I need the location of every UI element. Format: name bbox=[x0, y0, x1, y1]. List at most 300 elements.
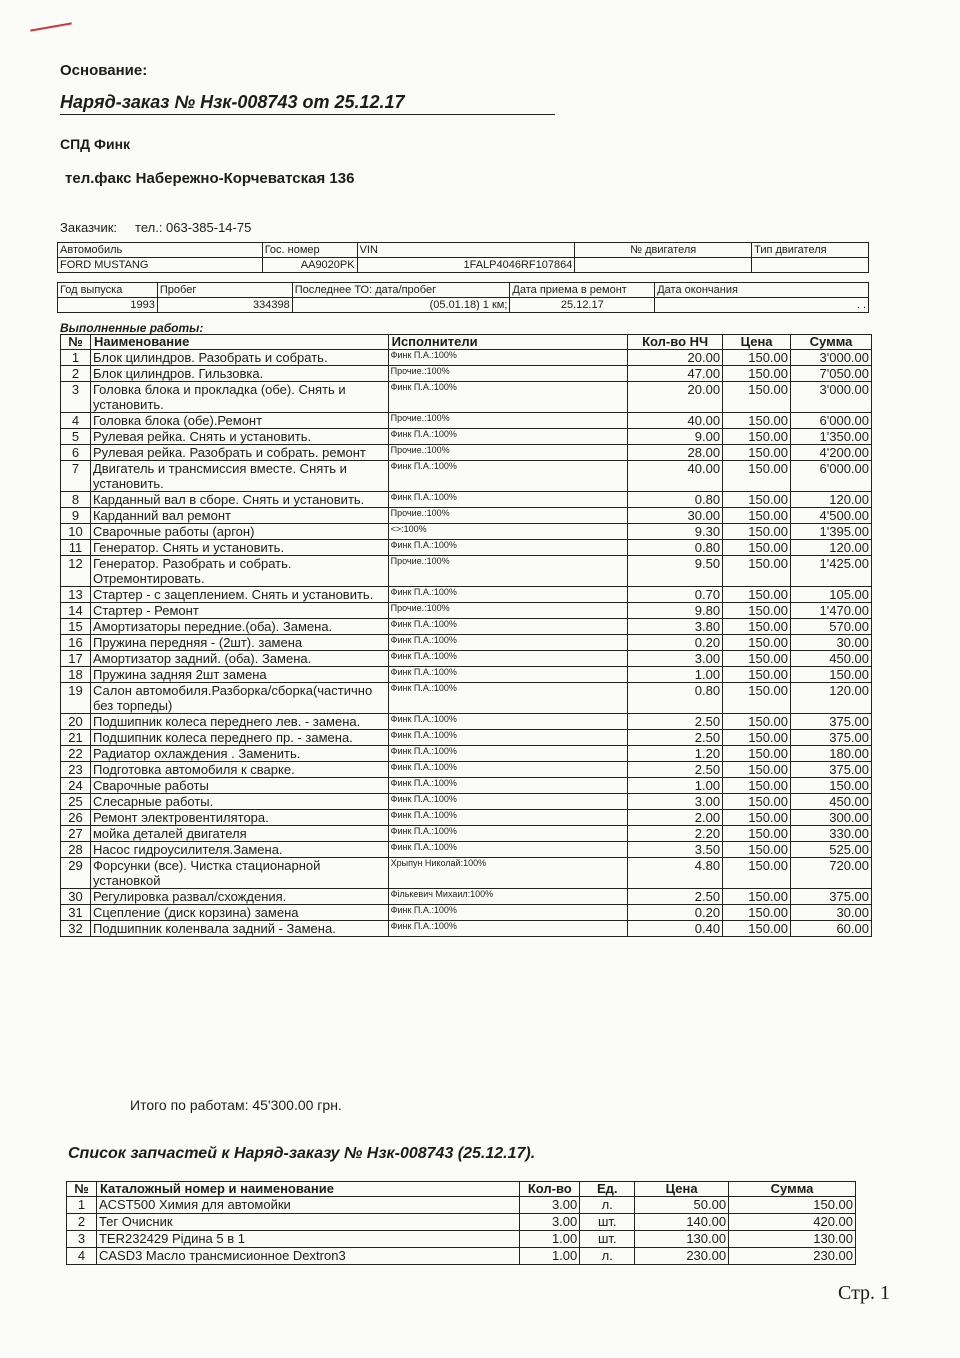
works-cell-price: 150.00 bbox=[723, 810, 791, 826]
works-cell-executor: Финк П.А.:100% bbox=[388, 746, 628, 762]
parts-cell-name: TER232429 Рідина 5 в 1 bbox=[96, 1231, 519, 1248]
works-cell-sum: 450.00 bbox=[791, 651, 872, 667]
works-table bbox=[60, 334, 872, 937]
parts-cell-qty: 1.00 bbox=[520, 1231, 580, 1248]
works-cell-sum: 150.00 bbox=[791, 778, 872, 794]
year-value: 1993 bbox=[58, 298, 158, 313]
parts-cell-qty: 3.00 bbox=[520, 1197, 580, 1214]
parts-cell-price: 130.00 bbox=[635, 1231, 729, 1248]
mileage-value: 334398 bbox=[157, 298, 292, 313]
parts-cell-price: 140.00 bbox=[635, 1214, 729, 1231]
parts-cell-number: 4 bbox=[67, 1248, 97, 1265]
works-cell-number: 18 bbox=[61, 667, 91, 683]
works-row bbox=[61, 540, 872, 556]
works-cell-price: 150.00 bbox=[723, 619, 791, 635]
works-cell-name: Подшипник колеса переднего пр. - замена. bbox=[90, 730, 388, 746]
works-cell-name: Сцепление (диск корзина) замена bbox=[90, 905, 388, 921]
works-cell-sum: 180.00 bbox=[791, 746, 872, 762]
works-row bbox=[61, 714, 872, 730]
works-cell-hours: 0.20 bbox=[628, 635, 723, 651]
works-cell-executor: Финк П.А.:100% bbox=[388, 683, 628, 714]
works-cell-sum: 6'000.00 bbox=[791, 461, 872, 492]
works-cell-number: 1 bbox=[61, 350, 91, 366]
parts-col-qty: Кол-во bbox=[520, 1182, 580, 1197]
works-cell-name: Генератор. Разобрать и собрать. Отремонтировать. bbox=[90, 556, 388, 587]
works-cell-number: 25 bbox=[61, 794, 91, 810]
company-name: СПД Финк bbox=[60, 136, 131, 152]
works-cell-number: 6 bbox=[61, 445, 91, 461]
works-cell-sum: 3'000.00 bbox=[791, 350, 872, 366]
works-cell-hours: 2.50 bbox=[628, 730, 723, 746]
works-cell-number: 5 bbox=[61, 429, 91, 445]
works-cell-hours: 3.50 bbox=[628, 842, 723, 858]
works-cell-executor: Финк П.А.:100% bbox=[388, 762, 628, 778]
year-label: Год выпуска bbox=[58, 283, 158, 298]
works-cell-hours: 20.00 bbox=[628, 382, 723, 413]
works-row bbox=[61, 492, 872, 508]
works-cell-price: 150.00 bbox=[723, 524, 791, 540]
works-cell-number: 32 bbox=[61, 921, 91, 937]
parts-col-sum: Сумма bbox=[729, 1182, 856, 1197]
basis-label: Основание: bbox=[60, 62, 148, 79]
works-cell-price: 150.00 bbox=[723, 842, 791, 858]
works-cell-name: Головка блока и прокладка (обе). Снять и установить. bbox=[90, 382, 388, 413]
col-number: № bbox=[61, 335, 91, 350]
parts-cell-sum: 230.00 bbox=[729, 1248, 856, 1265]
works-cell-price: 150.00 bbox=[723, 540, 791, 556]
works-cell-name: Пружина задняя 2шт замена bbox=[90, 667, 388, 683]
works-cell-name: Насос гидроусилителя.Замена. bbox=[90, 842, 388, 858]
plate-label: Гос. номер bbox=[262, 243, 357, 258]
works-cell-price: 150.00 bbox=[723, 587, 791, 603]
works-cell-hours: 2.20 bbox=[628, 826, 723, 842]
works-cell-price: 150.00 bbox=[723, 350, 791, 366]
works-cell-sum: 120.00 bbox=[791, 492, 872, 508]
page-number: Стр. 1 bbox=[838, 1282, 891, 1304]
works-cell-hours: 40.00 bbox=[628, 461, 723, 492]
parts-col-number: № bbox=[67, 1182, 97, 1197]
works-cell-sum: 1'395.00 bbox=[791, 524, 872, 540]
works-cell-price: 150.00 bbox=[723, 635, 791, 651]
works-cell-executor: Финк П.А.:100% bbox=[388, 905, 628, 921]
finished-label: Дата окончания bbox=[655, 283, 869, 298]
works-cell-price: 150.00 bbox=[723, 413, 791, 429]
works-cell-executor: Финк П.А.:100% bbox=[388, 730, 628, 746]
works-row bbox=[61, 921, 872, 937]
mileage-label: Пробег bbox=[157, 283, 292, 298]
works-cell-executor: Фількевич Михаил:100% bbox=[388, 889, 628, 905]
works-cell-sum: 150.00 bbox=[791, 667, 872, 683]
works-cell-number: 31 bbox=[61, 905, 91, 921]
works-cell-name: Стартер - Ремонт bbox=[90, 603, 388, 619]
works-cell-hours: 9.50 bbox=[628, 556, 723, 587]
works-cell-executor: Финк П.А.:100% bbox=[388, 540, 628, 556]
works-cell-name: Рулевая рейка. Снять и установить. bbox=[90, 429, 388, 445]
parts-cell-qty: 1.00 bbox=[520, 1248, 580, 1265]
works-cell-executor: Финк П.А.:100% bbox=[388, 810, 628, 826]
works-cell-number: 9 bbox=[61, 508, 91, 524]
works-cell-sum: 30.00 bbox=[791, 905, 872, 921]
works-cell-executor: Финк П.А.:100% bbox=[388, 921, 628, 937]
works-cell-name: Стартер - с зацеплением. Снять и установить. bbox=[90, 587, 388, 603]
works-cell-name: Подшипник колеса переднего лев. - замена. bbox=[90, 714, 388, 730]
parts-cell-unit: л. bbox=[580, 1197, 635, 1214]
works-cell-sum: 375.00 bbox=[791, 714, 872, 730]
works-cell-executor: Финк П.А.:100% bbox=[388, 382, 628, 413]
engine-type-value bbox=[752, 258, 869, 273]
works-cell-executor: Хрыпун Николай:100% bbox=[388, 858, 628, 889]
works-cell-executor: Прочие.:100% bbox=[388, 366, 628, 382]
works-cell-name: Амортизаторы передние.(оба). Замена. bbox=[90, 619, 388, 635]
works-row bbox=[61, 413, 872, 429]
works-cell-hours: 1.20 bbox=[628, 746, 723, 762]
works-cell-number: 19 bbox=[61, 683, 91, 714]
works-cell-number: 15 bbox=[61, 619, 91, 635]
works-cell-price: 150.00 bbox=[723, 683, 791, 714]
works-cell-number: 24 bbox=[61, 778, 91, 794]
col-name: Наименование bbox=[90, 335, 388, 350]
works-cell-sum: 120.00 bbox=[791, 683, 872, 714]
company-contact: тел.факс Набережно-Корчеватская 136 bbox=[65, 170, 355, 187]
works-cell-price: 150.00 bbox=[723, 746, 791, 762]
works-cell-executor: Финк П.А.:100% bbox=[388, 826, 628, 842]
finished-value: . . bbox=[655, 298, 869, 313]
works-cell-sum: 4'500.00 bbox=[791, 508, 872, 524]
works-cell-executor: Финк П.А.:100% bbox=[388, 651, 628, 667]
works-cell-hours: 47.00 bbox=[628, 366, 723, 382]
works-cell-hours: 4.80 bbox=[628, 858, 723, 889]
works-cell-name: Карданный вал в сборе. Снять и установить. bbox=[90, 492, 388, 508]
works-cell-hours: 2.50 bbox=[628, 889, 723, 905]
works-cell-number: 10 bbox=[61, 524, 91, 540]
works-cell-price: 150.00 bbox=[723, 905, 791, 921]
works-row bbox=[61, 810, 872, 826]
works-cell-name: Салон автомобиля.Разборка/сборка(частично без торпеды) bbox=[90, 683, 388, 714]
parts-cell-sum: 150.00 bbox=[729, 1197, 856, 1214]
works-row bbox=[61, 366, 872, 382]
works-cell-sum: 60.00 bbox=[791, 921, 872, 937]
works-cell-number: 21 bbox=[61, 730, 91, 746]
works-cell-executor: Прочие.:100% bbox=[388, 445, 628, 461]
works-cell-name: Слесарные работы. bbox=[90, 794, 388, 810]
works-cell-executor: Прочие.:100% bbox=[388, 508, 628, 524]
works-cell-price: 150.00 bbox=[723, 889, 791, 905]
works-row bbox=[61, 445, 872, 461]
parts-cell-sum: 130.00 bbox=[729, 1231, 856, 1248]
parts-cell-price: 50.00 bbox=[635, 1197, 729, 1214]
parts-row bbox=[67, 1214, 856, 1231]
works-cell-hours: 40.00 bbox=[628, 413, 723, 429]
works-cell-name: мойка деталей двигателя bbox=[90, 826, 388, 842]
works-row bbox=[61, 524, 872, 540]
works-cell-name: Двигатель и трансмиссия вместе. Снять и установить. bbox=[90, 461, 388, 492]
works-row bbox=[61, 826, 872, 842]
vehicle-info-table bbox=[57, 242, 869, 273]
works-cell-hours: 0.70 bbox=[628, 587, 723, 603]
works-cell-price: 150.00 bbox=[723, 858, 791, 889]
works-row bbox=[61, 508, 872, 524]
works-cell-sum: 1'470.00 bbox=[791, 603, 872, 619]
works-cell-sum: 375.00 bbox=[791, 730, 872, 746]
parts-table bbox=[66, 1181, 856, 1265]
last-service-value: (05.01.18) 1 км; bbox=[292, 298, 510, 313]
works-cell-executor: Прочие.:100% bbox=[388, 556, 628, 587]
works-cell-name: Форсунки (все). Чистка стационарной установкой bbox=[90, 858, 388, 889]
works-cell-sum: 720.00 bbox=[791, 858, 872, 889]
works-cell-name: Подшипник коленвала задний - Замена. bbox=[90, 921, 388, 937]
works-row bbox=[61, 858, 872, 889]
works-cell-price: 150.00 bbox=[723, 651, 791, 667]
works-cell-hours: 3.00 bbox=[628, 651, 723, 667]
parts-cell-unit: шт. bbox=[580, 1214, 635, 1231]
vin-label: VIN bbox=[357, 243, 575, 258]
parts-cell-qty: 3.00 bbox=[520, 1214, 580, 1231]
works-cell-number: 23 bbox=[61, 762, 91, 778]
works-cell-number: 29 bbox=[61, 858, 91, 889]
works-cell-hours: 0.80 bbox=[628, 683, 723, 714]
parts-cell-name: CASD3 Масло трансмисионное Dextron3 bbox=[96, 1248, 519, 1265]
parts-cell-unit: шт. bbox=[580, 1231, 635, 1248]
works-cell-number: 14 bbox=[61, 603, 91, 619]
works-cell-hours: 28.00 bbox=[628, 445, 723, 461]
works-cell-sum: 1'425.00 bbox=[791, 556, 872, 587]
works-cell-sum: 30.00 bbox=[791, 635, 872, 651]
works-cell-executor: Финк П.А.:100% bbox=[388, 350, 628, 366]
works-cell-name: Радиатор охлаждения . Заменить. bbox=[90, 746, 388, 762]
parts-cell-name: ACST500 Химия для автомойки bbox=[96, 1197, 519, 1214]
col-hours: Кол-во НЧ bbox=[628, 335, 723, 350]
works-cell-sum: 4'200.00 bbox=[791, 445, 872, 461]
works-cell-number: 7 bbox=[61, 461, 91, 492]
works-cell-hours: 1.00 bbox=[628, 667, 723, 683]
works-row bbox=[61, 350, 872, 366]
works-cell-executor: Финк П.А.:100% bbox=[388, 778, 628, 794]
works-cell-executor: Финк П.А.:100% bbox=[388, 461, 628, 492]
works-cell-hours: 2.50 bbox=[628, 762, 723, 778]
works-cell-sum: 450.00 bbox=[791, 794, 872, 810]
parts-col-name: Каталожный номер и наименование bbox=[96, 1182, 519, 1197]
works-cell-price: 150.00 bbox=[723, 556, 791, 587]
col-price: Цена bbox=[723, 335, 791, 350]
works-row bbox=[61, 778, 872, 794]
works-cell-name: Сварочные работы (аргон) bbox=[90, 524, 388, 540]
red-pen-mark bbox=[30, 22, 72, 31]
works-cell-hours: 0.40 bbox=[628, 921, 723, 937]
works-cell-sum: 105.00 bbox=[791, 587, 872, 603]
parts-row bbox=[67, 1231, 856, 1248]
works-cell-sum: 3'000.00 bbox=[791, 382, 872, 413]
works-cell-name: Ремонт электровентилятора. bbox=[90, 810, 388, 826]
works-cell-price: 150.00 bbox=[723, 508, 791, 524]
works-cell-hours: 20.00 bbox=[628, 350, 723, 366]
parts-cell-number: 1 bbox=[67, 1197, 97, 1214]
works-cell-name: Регулировка развал/схождения. bbox=[90, 889, 388, 905]
works-cell-number: 11 bbox=[61, 540, 91, 556]
vin-value: 1FALP4046RF107864 bbox=[357, 258, 575, 273]
works-cell-executor: Финк П.А.:100% bbox=[388, 619, 628, 635]
parts-cell-unit: л. bbox=[580, 1248, 635, 1265]
works-row bbox=[61, 762, 872, 778]
works-cell-executor: Прочие.:100% bbox=[388, 413, 628, 429]
customer-phone: тел.: 063-385-14-75 bbox=[135, 220, 252, 235]
col-executor: Исполнители bbox=[388, 335, 628, 350]
parts-row bbox=[67, 1248, 856, 1265]
works-row bbox=[61, 794, 872, 810]
works-cell-executor: <>:100% bbox=[388, 524, 628, 540]
works-cell-hours: 2.00 bbox=[628, 810, 723, 826]
works-row bbox=[61, 842, 872, 858]
works-cell-hours: 1.00 bbox=[628, 778, 723, 794]
works-cell-price: 150.00 bbox=[723, 921, 791, 937]
works-cell-executor: Финк П.А.:100% bbox=[388, 842, 628, 858]
works-cell-price: 150.00 bbox=[723, 429, 791, 445]
works-cell-executor: Финк П.А.:100% bbox=[388, 429, 628, 445]
parts-row bbox=[67, 1197, 856, 1214]
works-cell-number: 22 bbox=[61, 746, 91, 762]
works-cell-price: 150.00 bbox=[723, 714, 791, 730]
works-cell-sum: 330.00 bbox=[791, 826, 872, 842]
works-cell-name: Сварочные работы bbox=[90, 778, 388, 794]
car-value: FORD MUSTANG bbox=[58, 258, 263, 273]
engine-no-value bbox=[575, 258, 752, 273]
works-cell-name: Карданний вал ремонт bbox=[90, 508, 388, 524]
works-cell-executor: Финк П.А.:100% bbox=[388, 587, 628, 603]
works-cell-hours: 9.30 bbox=[628, 524, 723, 540]
engine-type-label: Тип двигателя bbox=[752, 243, 869, 258]
works-row bbox=[61, 683, 872, 714]
works-cell-number: 28 bbox=[61, 842, 91, 858]
works-row bbox=[61, 635, 872, 651]
works-cell-hours: 9.80 bbox=[628, 603, 723, 619]
works-cell-price: 150.00 bbox=[723, 778, 791, 794]
works-cell-price: 150.00 bbox=[723, 667, 791, 683]
works-cell-executor: Финк П.А.:100% bbox=[388, 492, 628, 508]
works-cell-name: Блок цилиндров. Разобрать и собрать. bbox=[90, 350, 388, 366]
customer-line bbox=[60, 220, 269, 235]
works-cell-executor: Прочие.:100% bbox=[388, 603, 628, 619]
works-cell-number: 17 bbox=[61, 651, 91, 667]
works-title: Выполненные работы: bbox=[60, 321, 204, 335]
works-cell-price: 150.00 bbox=[723, 730, 791, 746]
works-cell-number: 26 bbox=[61, 810, 91, 826]
works-cell-number: 3 bbox=[61, 382, 91, 413]
works-cell-number: 30 bbox=[61, 889, 91, 905]
works-cell-sum: 375.00 bbox=[791, 762, 872, 778]
works-cell-sum: 7'050.00 bbox=[791, 366, 872, 382]
works-cell-hours: 0.80 bbox=[628, 492, 723, 508]
last-service-label: Последнее ТО: дата/пробег bbox=[292, 283, 510, 298]
works-cell-hours: 0.80 bbox=[628, 540, 723, 556]
parts-cell-name: Тег Очисник bbox=[96, 1214, 519, 1231]
plate-value: AA9020PK bbox=[262, 258, 357, 273]
parts-col-price: Цена bbox=[635, 1182, 729, 1197]
works-cell-hours: 9.00 bbox=[628, 429, 723, 445]
works-row bbox=[61, 905, 872, 921]
works-cell-price: 150.00 bbox=[723, 794, 791, 810]
works-cell-name: Блок цилиндров. Гильзовка. bbox=[90, 366, 388, 382]
works-cell-hours: 3.00 bbox=[628, 794, 723, 810]
works-cell-hours: 0.20 bbox=[628, 905, 723, 921]
vehicle-dates-table bbox=[57, 282, 869, 313]
works-cell-sum: 300.00 bbox=[791, 810, 872, 826]
works-cell-sum: 570.00 bbox=[791, 619, 872, 635]
works-cell-name: Рулевая рейка. Разобрать и собрать. ремонт bbox=[90, 445, 388, 461]
works-row bbox=[61, 651, 872, 667]
works-row bbox=[61, 667, 872, 683]
works-row bbox=[61, 556, 872, 587]
parts-cell-sum: 420.00 bbox=[729, 1214, 856, 1231]
works-cell-executor: Финк П.А.:100% bbox=[388, 714, 628, 730]
works-cell-number: 13 bbox=[61, 587, 91, 603]
works-cell-number: 8 bbox=[61, 492, 91, 508]
works-row bbox=[61, 461, 872, 492]
works-cell-sum: 1'350.00 bbox=[791, 429, 872, 445]
works-cell-number: 2 bbox=[61, 366, 91, 382]
parts-cell-number: 3 bbox=[67, 1231, 97, 1248]
works-total: Итого по работам: 45'300.00 грн. bbox=[130, 1097, 342, 1113]
works-cell-price: 150.00 bbox=[723, 603, 791, 619]
works-cell-number: 27 bbox=[61, 826, 91, 842]
works-row bbox=[61, 746, 872, 762]
engine-no-label: № двигателя bbox=[575, 243, 752, 258]
works-cell-price: 150.00 bbox=[723, 492, 791, 508]
works-cell-hours: 30.00 bbox=[628, 508, 723, 524]
col-sum: Сумма bbox=[791, 335, 872, 350]
works-cell-name: Головка блока (обе).Ремонт bbox=[90, 413, 388, 429]
works-cell-sum: 375.00 bbox=[791, 889, 872, 905]
received-label: Дата приема в ремонт bbox=[510, 283, 655, 298]
works-row bbox=[61, 429, 872, 445]
works-cell-price: 150.00 bbox=[723, 445, 791, 461]
works-row bbox=[61, 587, 872, 603]
works-cell-name: Пружина передняя - (2шт). замена bbox=[90, 635, 388, 651]
works-cell-name: Генератор. Снять и установить. bbox=[90, 540, 388, 556]
parts-cell-number: 2 bbox=[67, 1214, 97, 1231]
works-cell-hours: 2.50 bbox=[628, 714, 723, 730]
works-cell-hours: 3.80 bbox=[628, 619, 723, 635]
works-row bbox=[61, 382, 872, 413]
works-cell-price: 150.00 bbox=[723, 461, 791, 492]
works-cell-price: 150.00 bbox=[723, 382, 791, 413]
works-cell-sum: 525.00 bbox=[791, 842, 872, 858]
works-row bbox=[61, 730, 872, 746]
works-cell-sum: 6'000.00 bbox=[791, 413, 872, 429]
works-cell-name: Амортизатор задний. (оба). Замена. bbox=[90, 651, 388, 667]
works-row bbox=[61, 889, 872, 905]
works-cell-number: 4 bbox=[61, 413, 91, 429]
parts-title: Список запчастей к Наряд-заказу № Нзк-008743 (25.12.17). bbox=[68, 1145, 536, 1162]
customer-label: Заказчик: bbox=[60, 220, 118, 235]
received-value: 25.12.17 bbox=[510, 298, 655, 313]
car-label: Автомобиль bbox=[58, 243, 263, 258]
works-cell-price: 150.00 bbox=[723, 366, 791, 382]
parts-col-unit: Ед. bbox=[580, 1182, 635, 1197]
order-title: Наряд-заказ № Нзк-008743 от 25.12.17 bbox=[60, 92, 555, 115]
works-row bbox=[61, 619, 872, 635]
parts-cell-price: 230.00 bbox=[635, 1248, 729, 1265]
works-cell-number: 12 bbox=[61, 556, 91, 587]
works-cell-executor: Финк П.А.:100% bbox=[388, 794, 628, 810]
works-cell-number: 16 bbox=[61, 635, 91, 651]
works-cell-price: 150.00 bbox=[723, 762, 791, 778]
works-cell-executor: Финк П.А.:100% bbox=[388, 635, 628, 651]
works-cell-number: 20 bbox=[61, 714, 91, 730]
works-cell-executor: Финк П.А.:100% bbox=[388, 667, 628, 683]
works-cell-name: Подготовка автомобиля к сварке. bbox=[90, 762, 388, 778]
works-cell-price: 150.00 bbox=[723, 826, 791, 842]
works-cell-sum: 120.00 bbox=[791, 540, 872, 556]
works-row bbox=[61, 603, 872, 619]
